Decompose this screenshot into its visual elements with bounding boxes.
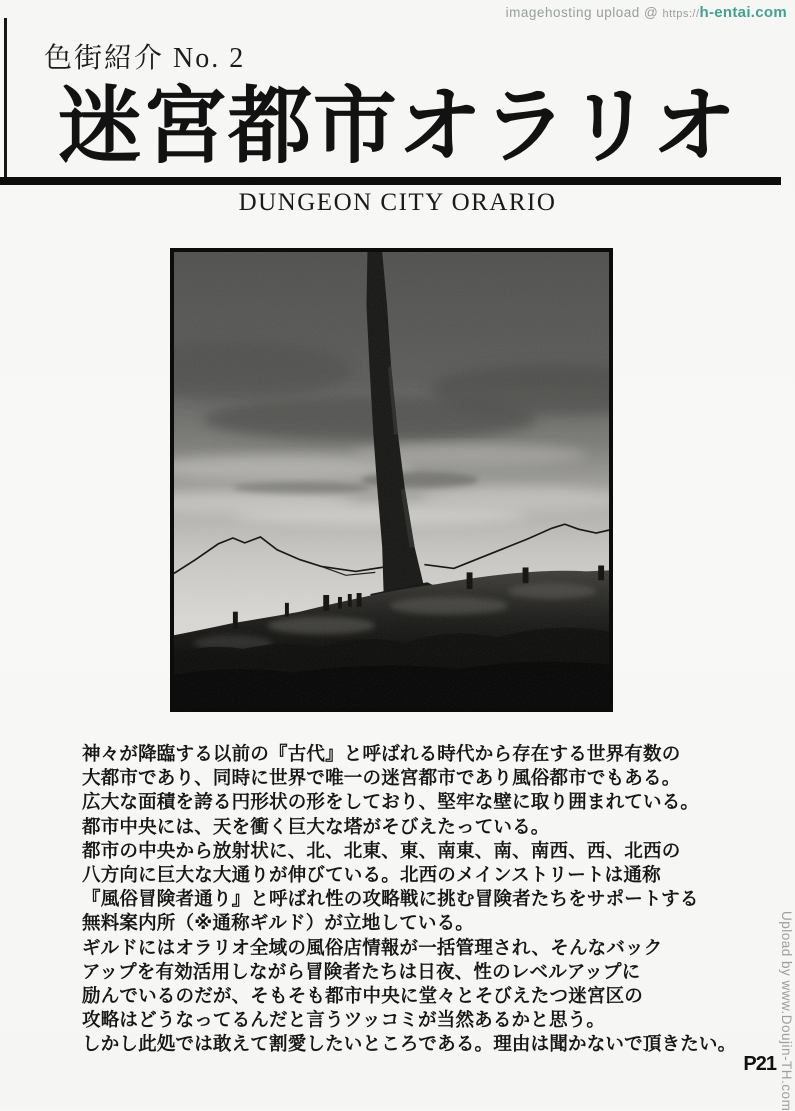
body-line: 都市中央には、天を衝く巨大な塔がそびえたっている。	[82, 815, 550, 837]
body-line: 大都市であり、同時に世界で唯一の迷宮都市であり風俗都市でもある。	[82, 767, 681, 789]
grain-overlay	[174, 252, 609, 708]
body-line: 神々が降臨する以前の『古代』と呼ばれる時代から存在する世界有数の	[82, 743, 681, 764]
body-line: 広大な面積を誇る円形状の形をしており、堅牢な壁に取り囲まれている。	[82, 791, 700, 813]
page-title: 迷宮都市オラリオ	[57, 81, 738, 174]
body-line: 攻略はどうなってるんだと言うツッコミが当然あるかと思う。	[82, 1009, 606, 1031]
watermark-protocol-text: https://	[662, 8, 700, 20]
body-line: 無料案内所（※通称ギルド）が立地している。	[82, 912, 475, 934]
image-host-watermark	[506, 4, 787, 21]
uploader-watermark: Upload by www.Doujin-TH.com	[779, 910, 794, 1111]
tower-landscape-drawing	[174, 252, 609, 708]
series-label: 色街紹介 No. 2	[44, 43, 246, 74]
tower-landscape-illustration	[170, 248, 613, 712]
page-subtitle: DUNGEON CITY ORARIO	[238, 189, 557, 216]
watermark-prefix-text: imagehosting upload @	[505, 5, 663, 20]
body-line: 『風俗冒険者通り』と呼ばれ性の攻略戦に挑む冒険者たちをサポートする	[82, 888, 699, 910]
body-line: ギルドにはオラリオ全域の風俗店情報が一括管理され、そんなバック	[82, 936, 663, 958]
body-line: アップを有効活用しながら冒険者たちは日夜、性のレベルアップに	[82, 960, 641, 982]
body-line: 八方向に巨大な大通りが伸びている。北西のメインストリートは通称	[82, 864, 661, 886]
title-divider-rule	[0, 177, 781, 185]
body-text-block	[82, 742, 742, 1057]
body-line: しかし此処では敢えて割愛したいところである。理由は聞かないで頂きたい。	[82, 1033, 737, 1055]
watermark-site-name: h-entai.com	[699, 4, 787, 21]
body-line: 励んでいるのだが、そもそも都市中央に堂々とそびえたつ迷宮区の	[82, 985, 644, 1007]
body-line: 都市の中央から放射状に、北、北東、東、南東、南、南西、西、北西の	[82, 839, 681, 861]
page-number: P21	[743, 1053, 776, 1075]
